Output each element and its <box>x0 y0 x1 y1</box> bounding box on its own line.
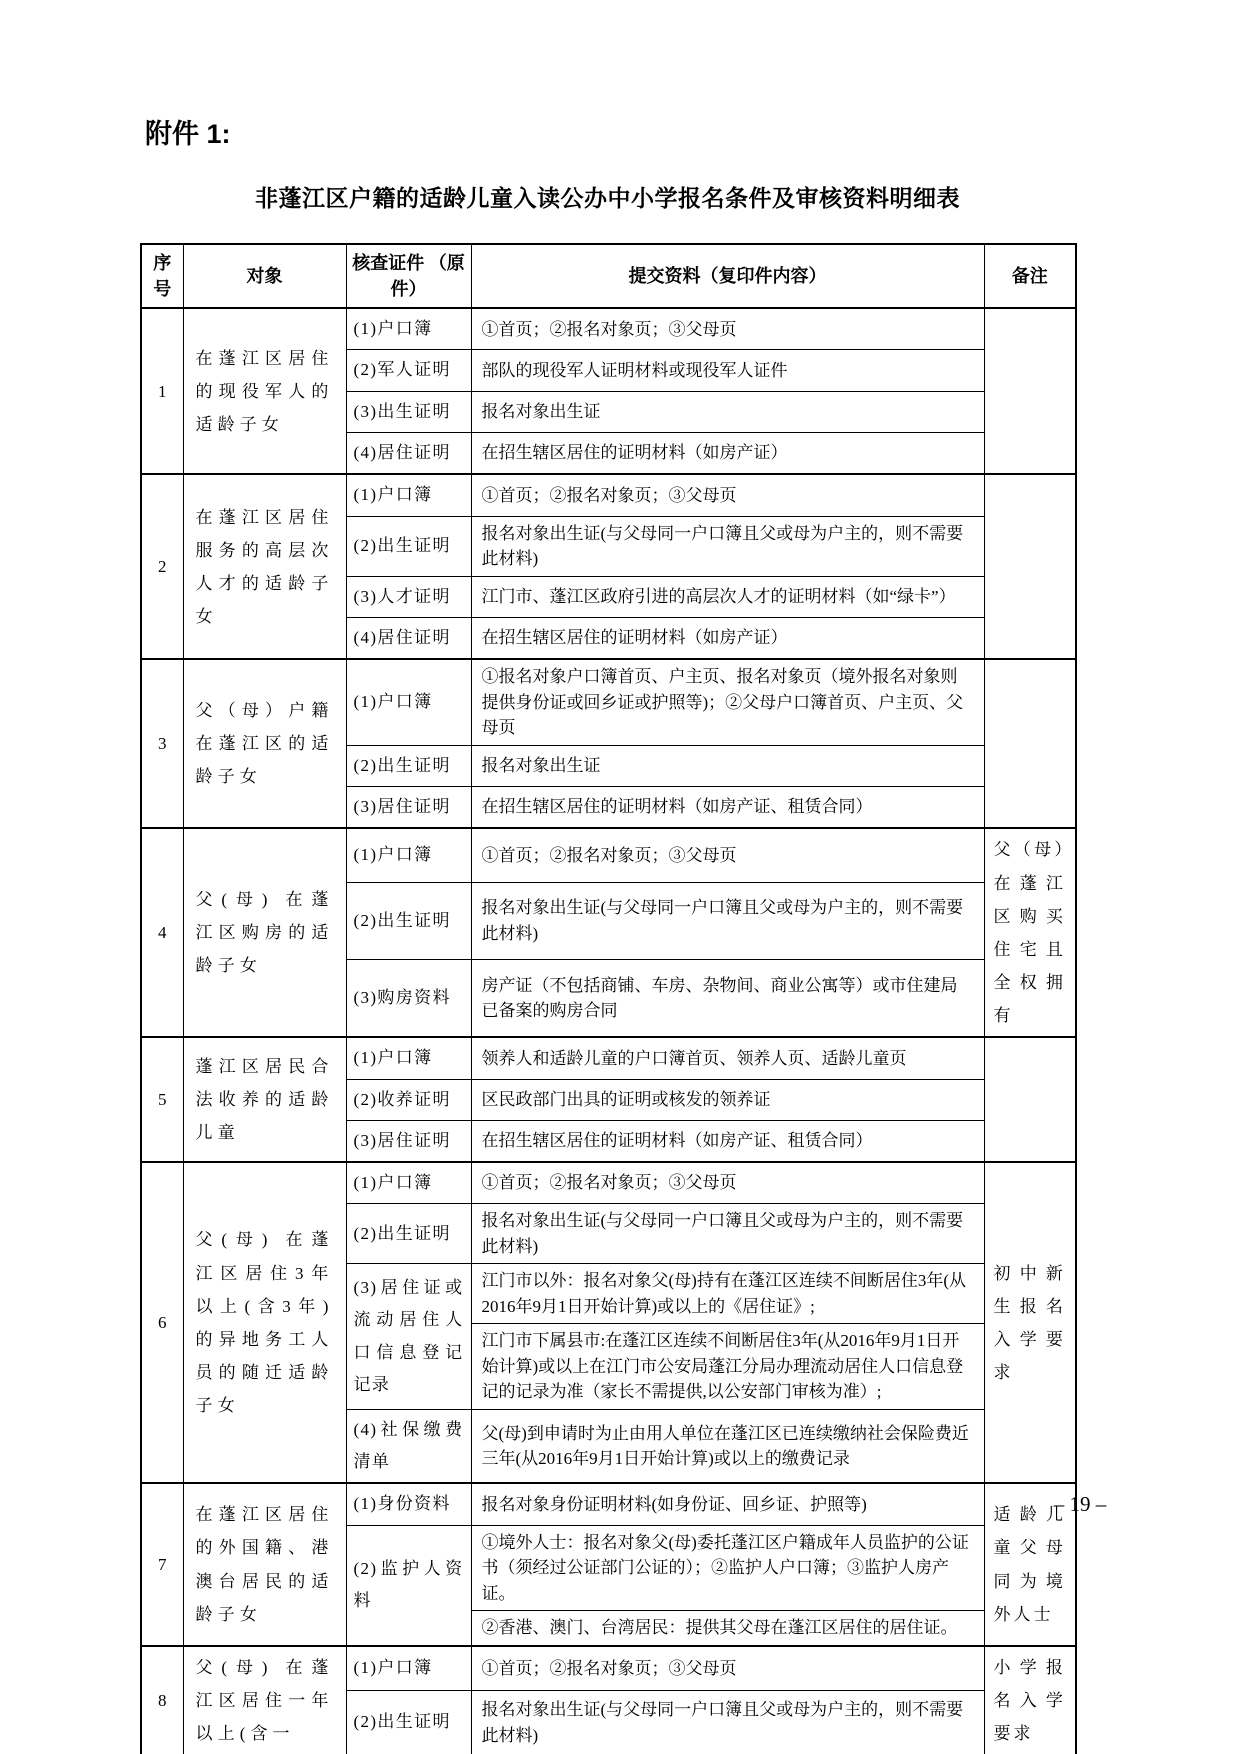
cert-cell: (4)社保缴费清单 <box>346 1409 471 1483</box>
cert-cell: (2)出生证明 <box>346 516 471 576</box>
table-row <box>141 1646 1076 1691</box>
material-cell: 区民政部门出具的证明或核发的领养证 <box>471 1079 984 1120</box>
cert-cell: (3)人才证明 <box>346 576 471 617</box>
remark-cell <box>984 308 1076 474</box>
target-cell: 在蓬江区居住的外国籍、港澳台居民的适龄子女 <box>183 1483 346 1645</box>
seq-cell: 8 <box>141 1646 183 1754</box>
cert-cell: (2)出生证明 <box>346 1204 471 1264</box>
table-row <box>141 308 1076 350</box>
material-cell: 报名对象出生证(与父母同一户口簿且父或母为户主的，则不需要此材料) <box>471 1690 984 1754</box>
material-cell: 报名对象出生证(与父母同一户口簿且父或母为户主的，则不需要此材料) <box>471 516 984 576</box>
material-cell: 报名对象出生证(与父母同一户口簿且父或母为户主的，则不需要此材料) <box>471 882 984 959</box>
target-cell: 父(母) 在蓬江区居住3年以上(含3年) 的异地务工人员的随迁适龄子女 <box>183 1162 346 1483</box>
header-cert: 核查证件 （原件） <box>346 244 471 308</box>
material-cell: ①报名对象户口簿首页、户主页、报名对象页（境外报名对象则提供身份证或回乡证或护照等)；②父母户口簿首页、户主页、父母页 <box>471 659 984 745</box>
target-cell: 父（母）户籍在蓬江区的适龄子女 <box>183 659 346 828</box>
remark-cell <box>984 659 1076 828</box>
header-remark: 备注 <box>984 244 1076 308</box>
material-cell: 部队的现役军人证明材料或现役军人证件 <box>471 350 984 391</box>
material-cell: ①首页；②报名对象页；③父母页 <box>471 474 984 516</box>
table-row <box>141 1483 1076 1525</box>
cert-cell: (2)出生证明 <box>346 745 471 786</box>
target-cell: 父(母) 在蓬江区购房的适龄子女 <box>183 828 346 1037</box>
cert-cell: (2)监护人资料 <box>346 1525 471 1646</box>
remark-cell: 初中新生报名入学要求 <box>984 1162 1076 1483</box>
remark-cell: 父（母）在蓬江区购买住宅且全权拥有 <box>984 828 1076 1037</box>
seq-cell: 6 <box>141 1162 183 1483</box>
cert-cell: (4)居住证明 <box>346 617 471 659</box>
seq-cell: 4 <box>141 828 183 1037</box>
remark-cell: 适龄儿童父母同为境外人士 <box>984 1483 1076 1645</box>
target-cell: 在蓬江区居住的现役军人的适龄子女 <box>183 308 346 474</box>
material-cell: 在招生辖区居住的证明材料（如房产证） <box>471 617 984 659</box>
seq-cell: 3 <box>141 659 183 828</box>
header-seq: 序号 <box>141 244 183 308</box>
material-cell: ②香港、澳门、台湾居民：提供其父母在蓬江区居住的居住证。 <box>471 1611 984 1646</box>
table-row <box>141 474 1076 516</box>
cert-cell: (4)居住证明 <box>346 433 471 475</box>
cert-cell: (3)购房资料 <box>346 959 471 1037</box>
table-row <box>141 1162 1076 1204</box>
material-cell: 报名对象出生证 <box>471 745 984 786</box>
cert-cell: (1)户口簿 <box>346 474 471 516</box>
cert-cell: (2)出生证明 <box>346 1690 471 1754</box>
page-number: – 19 – <box>1053 1492 1107 1516</box>
target-cell: 父(母) 在蓬江区居住一年以上(含一 <box>183 1646 346 1754</box>
cert-cell: (3)出生证明 <box>346 391 471 432</box>
cert-cell: (1)户口簿 <box>346 308 471 350</box>
material-cell: ①首页；②报名对象页；③父母页 <box>471 1646 984 1691</box>
attachment-label: 附件 1: <box>145 119 231 149</box>
cert-cell: (1)户口簿 <box>346 1646 471 1691</box>
remark-cell: 小学报名入学要求 <box>984 1646 1076 1754</box>
material-cell: 领养人和适龄儿童的户口簿首页、领养人页、适龄儿童页 <box>471 1037 984 1079</box>
header-materials: 提交资料（复印件内容） <box>471 244 984 308</box>
table-row <box>141 1037 1076 1079</box>
target-cell: 在蓬江区居住服务的高层次人才的适龄子女 <box>183 474 346 659</box>
remark-cell <box>984 474 1076 659</box>
cert-cell: (3)居住证或流动居住人口信息登记记录 <box>346 1264 471 1410</box>
material-cell: 江门市、蓬江区政府引进的高层次人才的证明材料（如“绿卡”） <box>471 576 984 617</box>
cert-cell: (2)收养证明 <box>346 1079 471 1120</box>
page-title: 非蓬江区户籍的适龄儿童入读公办中小学报名条件及审核资料明细表 <box>255 185 960 211</box>
material-cell: 在招生辖区居住的证明材料（如房产证） <box>471 433 984 475</box>
seq-cell: 2 <box>141 474 183 659</box>
cert-cell: (2)出生证明 <box>346 882 471 959</box>
material-cell: ①境外人士：报名对象父(母)委托蓬江区户籍成年人员监护的公证书（须经过公证部门公证的）；②监护人户口簿；③监护人房产证。 <box>471 1525 984 1611</box>
material-cell: 报名对象出生证(与父母同一户口簿且父或母为户主的，则不需要此材料) <box>471 1204 984 1264</box>
cert-cell: (1)身份资料 <box>346 1483 471 1525</box>
cert-cell: (2)军人证明 <box>346 350 471 391</box>
remark-cell <box>984 1037 1076 1162</box>
material-cell: ①首页；②报名对象页；③父母页 <box>471 1162 984 1204</box>
cert-cell: (1)户口簿 <box>346 659 471 745</box>
cert-cell: (1)户口簿 <box>346 1162 471 1204</box>
material-cell: 报名对象出生证 <box>471 391 984 432</box>
target-cell: 蓬江区居民合法收养的适龄儿童 <box>183 1037 346 1162</box>
cert-cell: (1)户口簿 <box>346 1037 471 1079</box>
material-cell: 房产证（不包括商铺、车房、杂物间、商业公寓等）或市住建局已备案的购房合同 <box>471 959 984 1037</box>
cert-cell: (1)户口簿 <box>346 828 471 882</box>
material-cell: 江门市下属县市:在蓬江区连续不间断居住3年(从2016年9月1日开始计算)或以上在江门市公安局蓬江分局办理流动居住人口信息登记的记录为准（家长不需提供,以公安部门审核为准）; <box>471 1324 984 1410</box>
requirements-table <box>140 243 1077 1754</box>
cert-cell: (3)居住证明 <box>346 1120 471 1162</box>
material-cell: ①首页；②报名对象页；③父母页 <box>471 828 984 882</box>
material-cell: 江门市以外：报名对象父(母)持有在蓬江区连续不间断居住3年(从2016年9月1日开始计算)或以上的《居住证》; <box>471 1264 984 1324</box>
material-cell: 在招生辖区居住的证明材料（如房产证、租赁合同） <box>471 1120 984 1162</box>
material-cell: 父(母)到申请时为止由用人单位在蓬江区已连续缴纳社会保险费近三年(从2016年9月1日开始计算)或以上的缴费记录 <box>471 1409 984 1483</box>
header-row <box>141 244 1076 308</box>
material-cell: 在招生辖区居住的证明材料（如房产证、租赁合同） <box>471 787 984 829</box>
seq-cell: 1 <box>141 308 183 474</box>
header-target: 对象 <box>183 244 346 308</box>
table-row <box>141 828 1076 882</box>
material-cell: ①首页；②报名对象页；③父母页 <box>471 308 984 350</box>
seq-cell: 5 <box>141 1037 183 1162</box>
material-cell: 报名对象身份证明材料(如身份证、回乡证、护照等) <box>471 1483 984 1525</box>
table-row <box>141 659 1076 745</box>
cert-cell: (3)居住证明 <box>346 787 471 829</box>
seq-cell: 7 <box>141 1483 183 1645</box>
